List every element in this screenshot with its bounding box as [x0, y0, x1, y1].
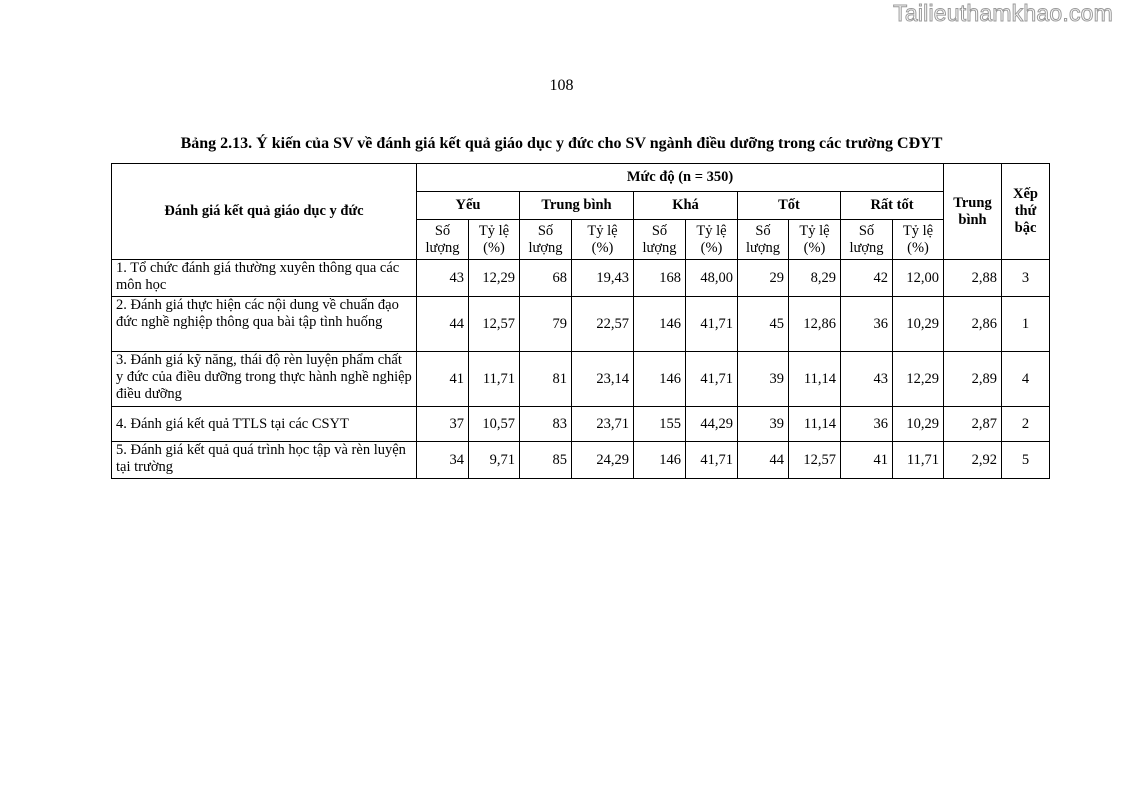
value-cell: 11,71 [469, 352, 520, 407]
value-cell: 81 [520, 352, 572, 407]
value-cell: 11,71 [893, 442, 944, 479]
mean-cell: 2,86 [944, 297, 1002, 352]
value-cell: 12,86 [789, 297, 841, 352]
value-cell: 10,57 [469, 407, 520, 442]
table-row [112, 442, 1050, 479]
count-header: Số lượng [738, 220, 789, 260]
value-cell: 41 [841, 442, 893, 479]
value-cell: 29 [738, 260, 789, 297]
value-cell: 43 [841, 352, 893, 407]
value-cell: 19,43 [572, 260, 634, 297]
value-cell: 36 [841, 407, 893, 442]
value-cell: 23,71 [572, 407, 634, 442]
level-header-fair: Khá [634, 192, 738, 220]
rank-cell: 4 [1002, 352, 1050, 407]
value-cell: 12,57 [469, 297, 520, 352]
value-cell: 11,14 [789, 407, 841, 442]
value-cell: 42 [841, 260, 893, 297]
level-header-average: Trung bình [520, 192, 634, 220]
value-cell: 37 [417, 407, 469, 442]
value-cell: 44 [738, 442, 789, 479]
level-group-header: Mức độ (n = 350) [417, 164, 944, 192]
value-cell: 24,29 [572, 442, 634, 479]
table-row [112, 407, 1050, 442]
value-cell: 39 [738, 352, 789, 407]
value-cell: 8,29 [789, 260, 841, 297]
page-number: 108 [549, 77, 574, 94]
criterion-cell: 1. Tổ chức đánh giá thường xuyên thông qua các môn học [112, 260, 417, 297]
value-cell: 85 [520, 442, 572, 479]
value-cell: 168 [634, 260, 686, 297]
table-row [112, 352, 1050, 407]
table-row [112, 260, 1050, 297]
table-title: Bảng 2.13. Ý kiến của SV về đánh giá kết quả giáo dục y đức cho SV ngành điều dưỡng trong các trường CĐYT [180, 135, 943, 152]
rate-header: Tỷ lệ (%) [789, 220, 841, 260]
mean-cell: 2,88 [944, 260, 1002, 297]
value-cell: 11,14 [789, 352, 841, 407]
value-cell: 146 [634, 352, 686, 407]
rate-header: Tỷ lệ (%) [572, 220, 634, 260]
value-cell: 44 [417, 297, 469, 352]
value-cell: 44,29 [686, 407, 738, 442]
value-cell: 22,57 [572, 297, 634, 352]
rate-header: Tỷ lệ (%) [686, 220, 738, 260]
value-cell: 39 [738, 407, 789, 442]
count-header: Số lượng [841, 220, 893, 260]
value-cell: 12,00 [893, 260, 944, 297]
value-cell: 41,71 [686, 297, 738, 352]
level-header-weak: Yếu [417, 192, 520, 220]
mean-cell: 2,92 [944, 442, 1002, 479]
count-header: Số lượng [634, 220, 686, 260]
criterion-cell: 4. Đánh giá kết quả TTLS tại các CSYT [112, 407, 417, 442]
value-cell: 146 [634, 297, 686, 352]
value-cell: 41,71 [686, 352, 738, 407]
value-cell: 9,71 [469, 442, 520, 479]
level-header-excellent: Rất tốt [841, 192, 944, 220]
value-cell: 79 [520, 297, 572, 352]
value-cell: 23,14 [572, 352, 634, 407]
table-row [112, 297, 1050, 352]
watermark-text: Tailieuthamkhao.com [893, 0, 1113, 26]
value-cell: 155 [634, 407, 686, 442]
rank-cell: 1 [1002, 297, 1050, 352]
value-cell: 10,29 [893, 407, 944, 442]
rank-cell: 2 [1002, 407, 1050, 442]
count-header: Số lượng [417, 220, 469, 260]
value-cell: 36 [841, 297, 893, 352]
criterion-cell: 3. Đánh giá kỹ năng, thái độ rèn luyện phẩm chất y đức của điều dưỡng trong thực hành nghề nghiệp điều dưỡng [112, 352, 417, 407]
criterion-cell: 2. Đánh giá thực hiện các nội dung về chuẩn đạo đức nghề nghiệp thông qua bài tập tình huống [112, 297, 417, 352]
value-cell: 12,29 [469, 260, 520, 297]
mean-header: Trung bình [944, 164, 1002, 260]
rank-cell: 3 [1002, 260, 1050, 297]
rank-cell: 5 [1002, 442, 1050, 479]
value-cell: 41 [417, 352, 469, 407]
value-cell: 43 [417, 260, 469, 297]
value-cell: 12,57 [789, 442, 841, 479]
rate-header: Tỷ lệ (%) [893, 220, 944, 260]
level-header-good: Tốt [738, 192, 841, 220]
mean-cell: 2,89 [944, 352, 1002, 407]
criterion-cell: 5. Đánh giá kết quả quá trình học tập và rèn luyện tại trường [112, 442, 417, 479]
mean-cell: 2,87 [944, 407, 1002, 442]
value-cell: 12,29 [893, 352, 944, 407]
value-cell: 45 [738, 297, 789, 352]
value-cell: 34 [417, 442, 469, 479]
value-cell: 41,71 [686, 442, 738, 479]
value-cell: 146 [634, 442, 686, 479]
value-cell: 68 [520, 260, 572, 297]
criteria-header: Đánh giá kết quả giáo dục y đức [112, 164, 417, 260]
value-cell: 48,00 [686, 260, 738, 297]
results-table [111, 163, 1050, 479]
count-header: Số lượng [520, 220, 572, 260]
rate-header: Tỷ lệ (%) [469, 220, 520, 260]
value-cell: 83 [520, 407, 572, 442]
value-cell: 10,29 [893, 297, 944, 352]
rank-header: Xếp thứ bậc [1002, 164, 1050, 260]
